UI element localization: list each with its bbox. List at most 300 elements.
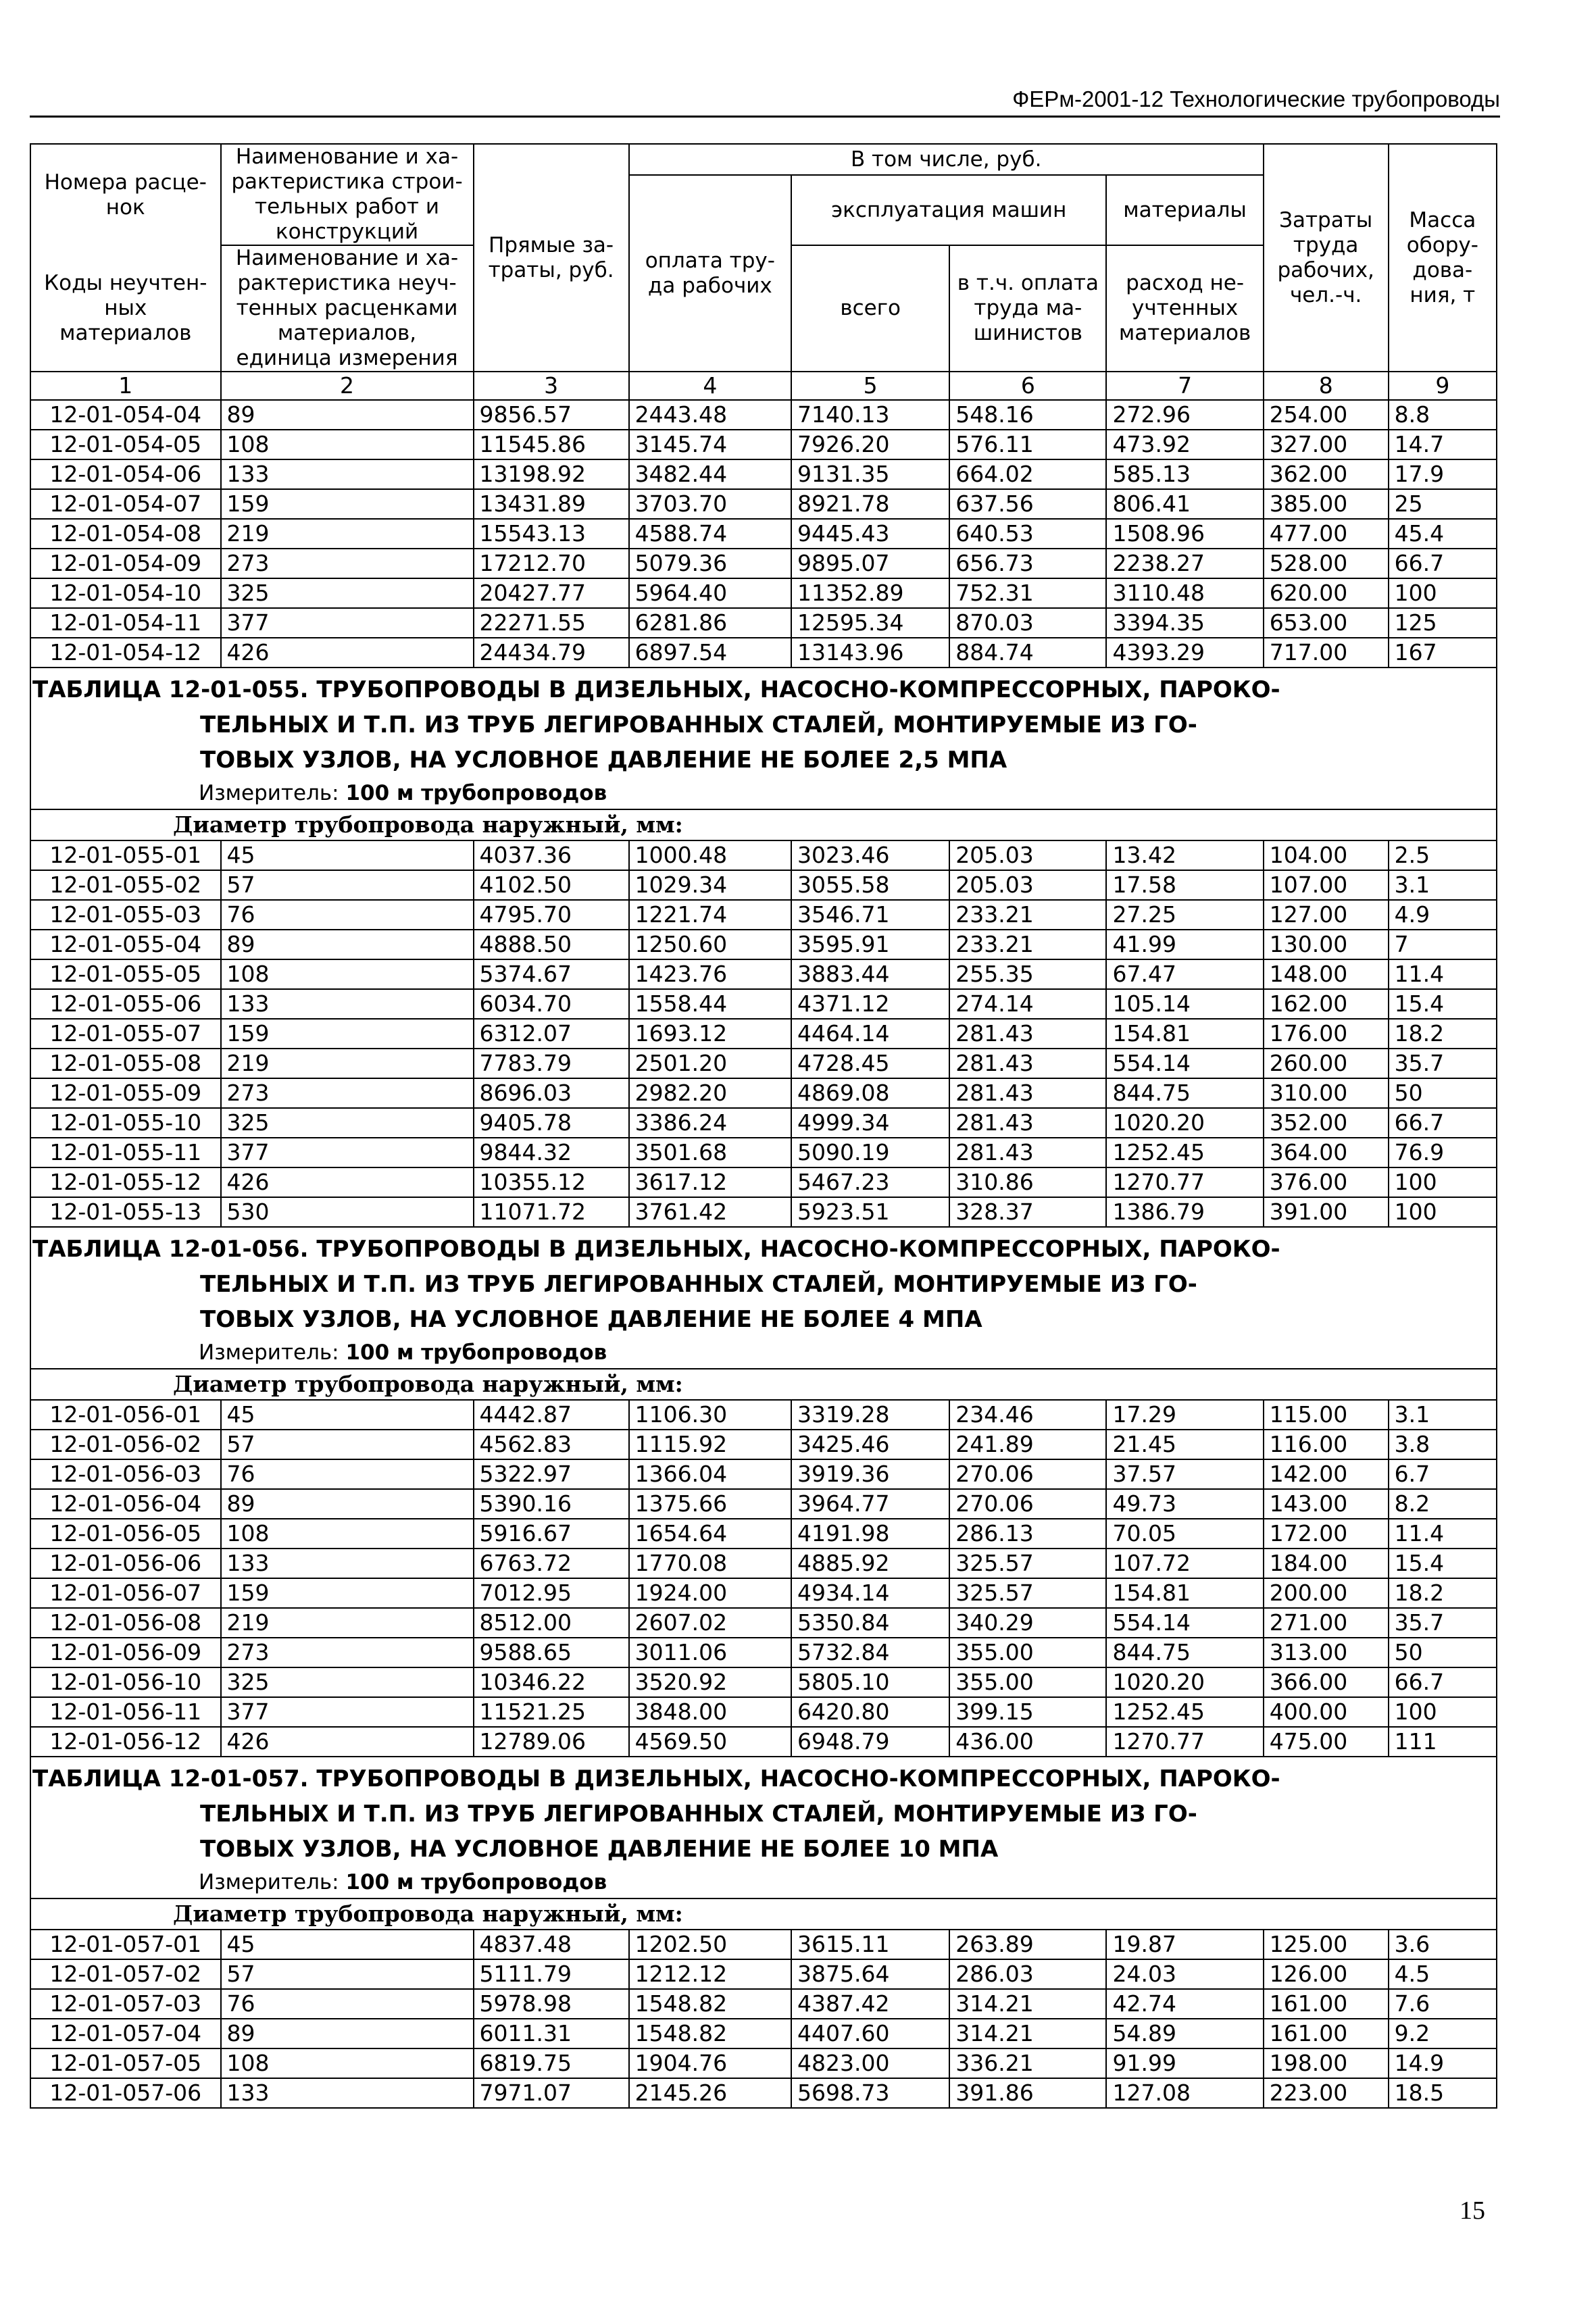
table-cell: 328.37 bbox=[949, 1197, 1106, 1227]
header-material-codes: Коды неучтен- ных материалов bbox=[30, 245, 221, 372]
table-cell: 15.4 bbox=[1389, 1549, 1497, 1578]
table-row bbox=[30, 459, 1497, 489]
table-cell: 91.99 bbox=[1106, 2048, 1263, 2078]
table-cell: 1770.08 bbox=[629, 1549, 791, 1578]
diameter-label: Диаметр трубопровода наружный, мм: bbox=[173, 1371, 683, 1397]
table-cell: 3023.46 bbox=[791, 840, 949, 870]
table-cell: 133 bbox=[221, 989, 474, 1019]
table-cell: 4795.70 bbox=[474, 900, 629, 930]
table-row bbox=[30, 1578, 1497, 1608]
table-cell: 133 bbox=[221, 2078, 474, 2108]
table-cell: 12-01-056-01 bbox=[30, 1400, 221, 1430]
section-title-row bbox=[30, 668, 1497, 809]
table-cell: 1508.96 bbox=[1106, 519, 1263, 549]
table-row bbox=[30, 1078, 1497, 1108]
table-row bbox=[30, 1138, 1497, 1167]
table-cell: 4037.36 bbox=[474, 840, 629, 870]
table-cell: 1375.66 bbox=[629, 1489, 791, 1519]
table-cell: 281.43 bbox=[949, 1049, 1106, 1078]
table-cell: 576.11 bbox=[949, 430, 1106, 459]
table-cell: 1252.45 bbox=[1106, 1697, 1263, 1727]
table-row bbox=[30, 1608, 1497, 1638]
header-in-total: В том числе, руб. bbox=[629, 144, 1264, 175]
table-cell: 37.57 bbox=[1106, 1459, 1263, 1489]
table-cell: 1270.77 bbox=[1106, 1167, 1263, 1197]
table-cell: 1548.82 bbox=[629, 2019, 791, 2048]
table-cell: 12-01-054-09 bbox=[30, 549, 221, 578]
header-mass: Масса обору- дова- ния, т bbox=[1389, 144, 1497, 372]
table-cell: 260.00 bbox=[1264, 1049, 1389, 1078]
table-cell: 4869.08 bbox=[791, 1078, 949, 1108]
column-number: 7 bbox=[1106, 372, 1263, 400]
table-cell: 1366.04 bbox=[629, 1459, 791, 1489]
table-cell: 12595.34 bbox=[791, 608, 949, 638]
meter-label: Измеритель: bbox=[199, 1340, 339, 1365]
table-cell: 24.03 bbox=[1106, 1959, 1263, 1989]
table-cell: 4934.14 bbox=[791, 1578, 949, 1608]
header-rule bbox=[30, 116, 1500, 118]
table-cell: 4562.83 bbox=[474, 1430, 629, 1459]
table-cell: 3703.70 bbox=[629, 489, 791, 519]
table-row bbox=[30, 400, 1497, 430]
section-meter bbox=[36, 1337, 1491, 1368]
table-cell: 8.2 bbox=[1389, 1489, 1497, 1519]
table-cell: 45.4 bbox=[1389, 519, 1497, 549]
table-cell: 108 bbox=[221, 959, 474, 989]
header-materials-unaccounted: расход не- учтенных материалов bbox=[1106, 245, 1263, 372]
table-cell: 17.58 bbox=[1106, 870, 1263, 900]
table-cell: 5079.36 bbox=[629, 549, 791, 578]
table-cell: 400.00 bbox=[1264, 1697, 1389, 1727]
table-cell: 752.31 bbox=[949, 578, 1106, 608]
table-cell: 50 bbox=[1389, 1638, 1497, 1667]
table-row bbox=[30, 1667, 1497, 1697]
table-cell: 219 bbox=[221, 519, 474, 549]
table-cell: 377 bbox=[221, 1697, 474, 1727]
table-row bbox=[30, 578, 1497, 608]
table-cell: 2501.20 bbox=[629, 1049, 791, 1078]
table-cell: 426 bbox=[221, 1727, 474, 1757]
table-cell: 5467.23 bbox=[791, 1167, 949, 1197]
table-row bbox=[30, 959, 1497, 989]
table-cell: 640.53 bbox=[949, 519, 1106, 549]
table-cell: 1000.48 bbox=[629, 840, 791, 870]
table-cell: 377 bbox=[221, 1138, 474, 1167]
table-cell: 219 bbox=[221, 1608, 474, 1638]
table-cell: 3761.42 bbox=[629, 1197, 791, 1227]
table-cell: 436.00 bbox=[949, 1727, 1106, 1757]
table-cell: 528.00 bbox=[1264, 549, 1389, 578]
table-cell: 274.14 bbox=[949, 989, 1106, 1019]
header-direct-costs: Прямые за- траты, руб. bbox=[474, 144, 629, 372]
table-cell: 366.00 bbox=[1264, 1667, 1389, 1697]
table-cell: 364.00 bbox=[1264, 1138, 1389, 1167]
section-title-cell bbox=[30, 668, 1497, 809]
table-cell: 223.00 bbox=[1264, 2078, 1389, 2108]
column-number: 2 bbox=[221, 372, 474, 400]
table-cell: 1558.44 bbox=[629, 989, 791, 1019]
table-cell: 281.43 bbox=[949, 1138, 1106, 1167]
table-cell: 327.00 bbox=[1264, 430, 1389, 459]
table-cell: 1020.20 bbox=[1106, 1108, 1263, 1138]
table-cell: 12-01-055-08 bbox=[30, 1049, 221, 1078]
table-cell: 2145.26 bbox=[629, 2078, 791, 2108]
table-row bbox=[30, 1727, 1497, 1757]
table-cell: 5090.19 bbox=[791, 1138, 949, 1167]
table-cell: 3848.00 bbox=[629, 1697, 791, 1727]
table-cell: 8921.78 bbox=[791, 489, 949, 519]
table-cell: 313.00 bbox=[1264, 1638, 1389, 1667]
section-title-line: ТАБЛИЦА 12-01-055. ТРУБОПРОВОДЫ В ДИЗЕЛЬНЫХ, НАСОСНО-КОМПРЕССОРНЫХ, ПАРОКО- bbox=[32, 676, 1280, 703]
table-row bbox=[30, 1197, 1497, 1227]
table-cell: 12-01-054-11 bbox=[30, 608, 221, 638]
table-cell: 100 bbox=[1389, 1167, 1497, 1197]
table-cell: 3501.68 bbox=[629, 1138, 791, 1167]
table-cell: 1212.12 bbox=[629, 1959, 791, 1989]
table-cell: 4387.42 bbox=[791, 1989, 949, 2019]
table-row bbox=[30, 1019, 1497, 1049]
column-number: 3 bbox=[474, 372, 629, 400]
table-cell: 4588.74 bbox=[629, 519, 791, 549]
table-cell: 620.00 bbox=[1264, 578, 1389, 608]
table-row bbox=[30, 2048, 1497, 2078]
table-cell: 340.29 bbox=[949, 1608, 1106, 1638]
table-cell: 45 bbox=[221, 840, 474, 870]
table-cell: 3520.92 bbox=[629, 1667, 791, 1697]
table-cell: 100 bbox=[1389, 1697, 1497, 1727]
table-cell: 76.9 bbox=[1389, 1138, 1497, 1167]
table-cell: 272.96 bbox=[1106, 400, 1263, 430]
table-cell: 159 bbox=[221, 1578, 474, 1608]
table-cell: 219 bbox=[221, 1049, 474, 1078]
table-cell: 127.08 bbox=[1106, 2078, 1263, 2108]
table-cell: 6420.80 bbox=[791, 1697, 949, 1727]
table-cell: 116.00 bbox=[1264, 1430, 1389, 1459]
table-cell: 19.87 bbox=[1106, 1930, 1263, 1959]
table-cell: 6897.54 bbox=[629, 638, 791, 668]
table-cell: 198.00 bbox=[1264, 2048, 1389, 2078]
header-material-description: Наименование и ха- рактеристика неуч- тенных расценками материалов, единица измерения bbox=[221, 245, 474, 372]
table-cell: 12-01-055-13 bbox=[30, 1197, 221, 1227]
table-row bbox=[30, 489, 1497, 519]
diameter-cell bbox=[30, 1369, 1497, 1400]
table-cell: 6281.86 bbox=[629, 608, 791, 638]
diameter-row bbox=[30, 809, 1497, 840]
table-cell: 3595.91 bbox=[791, 930, 949, 959]
table-cell: 273 bbox=[221, 549, 474, 578]
table-cell: 125 bbox=[1389, 608, 1497, 638]
table-cell: 11.4 bbox=[1389, 959, 1497, 989]
table-cell: 1252.45 bbox=[1106, 1138, 1263, 1167]
table-cell: 12-01-055-02 bbox=[30, 870, 221, 900]
table-cell: 2.5 bbox=[1389, 840, 1497, 870]
table-cell: 24434.79 bbox=[474, 638, 629, 668]
table-row bbox=[30, 1959, 1497, 1989]
table-cell: 159 bbox=[221, 1019, 474, 1049]
table-cell: 105.14 bbox=[1106, 989, 1263, 1019]
table-cell: 18.2 bbox=[1389, 1578, 1497, 1608]
table-cell: 18.5 bbox=[1389, 2078, 1497, 2108]
table-cell: 376.00 bbox=[1264, 1167, 1389, 1197]
table-cell: 2982.20 bbox=[629, 1078, 791, 1108]
table-cell: 7.6 bbox=[1389, 1989, 1497, 2019]
table-cell: 12-01-056-03 bbox=[30, 1459, 221, 1489]
table-cell: 9445.43 bbox=[791, 519, 949, 549]
table-cell: 148.00 bbox=[1264, 959, 1389, 989]
section-title-cell bbox=[30, 1227, 1497, 1369]
table-cell: 9844.32 bbox=[474, 1138, 629, 1167]
table-cell: 3.1 bbox=[1389, 1400, 1497, 1430]
table-cell: 45 bbox=[221, 1930, 474, 1959]
table-cell: 6.7 bbox=[1389, 1459, 1497, 1489]
table-cell: 1221.74 bbox=[629, 900, 791, 930]
table-cell: 844.75 bbox=[1106, 1078, 1263, 1108]
table-row bbox=[30, 1519, 1497, 1549]
table-cell: 5390.16 bbox=[474, 1489, 629, 1519]
section-title-cell bbox=[30, 1757, 1497, 1898]
meter-label: Измеритель: bbox=[199, 1870, 339, 1894]
table-cell: 7 bbox=[1389, 930, 1497, 959]
table-cell: 130.00 bbox=[1264, 930, 1389, 959]
table-cell: 3919.36 bbox=[791, 1459, 949, 1489]
table-cell: 286.03 bbox=[949, 1959, 1106, 1989]
table-cell: 12-01-057-02 bbox=[30, 1959, 221, 1989]
table-cell: 554.14 bbox=[1106, 1608, 1263, 1638]
table-cell: 66.7 bbox=[1389, 1667, 1497, 1697]
table-cell: 4999.34 bbox=[791, 1108, 949, 1138]
table-cell: 11.4 bbox=[1389, 1519, 1497, 1549]
table-cell: 125.00 bbox=[1264, 1930, 1389, 1959]
section-title-line: ТЕЛЬНЫХ И Т.П. ИЗ ТРУБ ЛЕГИРОВАННЫХ СТАЛЕЙ, МОНТИРУЕМЫЕ ИЗ ГО- bbox=[200, 1271, 1197, 1298]
diameter-label: Диаметр трубопровода наружный, мм: bbox=[173, 811, 683, 838]
table-header bbox=[30, 144, 1497, 372]
table-cell: 1115.92 bbox=[629, 1430, 791, 1459]
table-cell: 8512.00 bbox=[474, 1608, 629, 1638]
meter-value: 100 м трубопроводов bbox=[345, 781, 607, 805]
price-table bbox=[30, 143, 1497, 2109]
table-cell: 355.00 bbox=[949, 1667, 1106, 1697]
table-cell: 884.74 bbox=[949, 638, 1106, 668]
diameter-cell bbox=[30, 809, 1497, 840]
table-cell: 2443.48 bbox=[629, 400, 791, 430]
table-cell: 5374.67 bbox=[474, 959, 629, 989]
table-cell: 12-01-056-11 bbox=[30, 1697, 221, 1727]
table-cell: 18.2 bbox=[1389, 1019, 1497, 1049]
table-cell: 76 bbox=[221, 900, 474, 930]
table-cell: 25 bbox=[1389, 489, 1497, 519]
table-cell: 806.41 bbox=[1106, 489, 1263, 519]
table-row bbox=[30, 870, 1497, 900]
table-cell: 3.6 bbox=[1389, 1930, 1497, 1959]
section-title bbox=[32, 672, 1491, 778]
table-cell: 1548.82 bbox=[629, 1989, 791, 2019]
header-work-description: Наименование и ха- рактеристика строи- тельных работ и конструкций bbox=[221, 144, 474, 245]
meter-label: Измеритель: bbox=[199, 781, 339, 805]
table-cell: 54.89 bbox=[1106, 2019, 1263, 2048]
table-cell: 4569.50 bbox=[629, 1727, 791, 1757]
table-cell: 14.7 bbox=[1389, 430, 1497, 459]
table-cell: 4393.29 bbox=[1106, 638, 1263, 668]
table-cell: 273 bbox=[221, 1638, 474, 1667]
table-cell: 12-01-055-11 bbox=[30, 1138, 221, 1167]
table-cell: 142.00 bbox=[1264, 1459, 1389, 1489]
section-title bbox=[32, 1232, 1491, 1337]
table-cell: 100 bbox=[1389, 578, 1497, 608]
table-cell: 76 bbox=[221, 1459, 474, 1489]
table-cell: 49.73 bbox=[1106, 1489, 1263, 1519]
table-cell: 270.06 bbox=[949, 1459, 1106, 1489]
table-row bbox=[30, 519, 1497, 549]
table-cell: 5732.84 bbox=[791, 1638, 949, 1667]
table-cell: 57 bbox=[221, 1430, 474, 1459]
header-rate-numbers: Номера расце- нок bbox=[30, 144, 221, 245]
table-cell: 12-01-057-01 bbox=[30, 1930, 221, 1959]
table-cell: 159 bbox=[221, 489, 474, 519]
table-cell: 66.7 bbox=[1389, 1108, 1497, 1138]
table-cell: 12-01-055-07 bbox=[30, 1019, 221, 1049]
table-cell: 844.75 bbox=[1106, 1638, 1263, 1667]
table-row bbox=[30, 430, 1497, 459]
table-cell: 7012.95 bbox=[474, 1578, 629, 1608]
table-cell: 12-01-056-02 bbox=[30, 1430, 221, 1459]
table-row bbox=[30, 1430, 1497, 1459]
table-cell: 12-01-056-07 bbox=[30, 1578, 221, 1608]
table-cell: 11545.86 bbox=[474, 430, 629, 459]
table-cell: 3482.44 bbox=[629, 459, 791, 489]
table-row bbox=[30, 1049, 1497, 1078]
table-cell: 3145.74 bbox=[629, 430, 791, 459]
table-cell: 4464.14 bbox=[791, 1019, 949, 1049]
table-cell: 11071.72 bbox=[474, 1197, 629, 1227]
table-cell: 3011.06 bbox=[629, 1638, 791, 1667]
table-cell: 4371.12 bbox=[791, 989, 949, 1019]
table-cell: 1924.00 bbox=[629, 1578, 791, 1608]
table-row bbox=[30, 989, 1497, 1019]
table-cell: 57 bbox=[221, 1959, 474, 1989]
table-cell: 3055.58 bbox=[791, 870, 949, 900]
table-cell: 9588.65 bbox=[474, 1638, 629, 1667]
table-cell: 281.43 bbox=[949, 1108, 1106, 1138]
table-cell: 12-01-055-04 bbox=[30, 930, 221, 959]
meter-value: 100 м трубопроводов bbox=[345, 1870, 607, 1894]
section-title-line: ТОВЫХ УЗЛОВ, НА УСЛОВНОЕ ДАВЛЕНИЕ НЕ БОЛЕЕ 10 МПА bbox=[200, 1836, 999, 1863]
table-cell: 12-01-056-12 bbox=[30, 1727, 221, 1757]
table-cell: 310.86 bbox=[949, 1167, 1106, 1197]
table-cell: 336.21 bbox=[949, 2048, 1106, 2078]
table-cell: 391.86 bbox=[949, 2078, 1106, 2108]
table-cell: 325.57 bbox=[949, 1549, 1106, 1578]
table-row bbox=[30, 1638, 1497, 1667]
table-cell: 89 bbox=[221, 2019, 474, 2048]
table-cell: 12-01-056-04 bbox=[30, 1489, 221, 1519]
table-cell: 4442.87 bbox=[474, 1400, 629, 1430]
table-cell: 653.00 bbox=[1264, 608, 1389, 638]
table-cell: 3883.44 bbox=[791, 959, 949, 989]
table-cell: 76 bbox=[221, 1989, 474, 2019]
section-meter bbox=[36, 778, 1491, 809]
table-cell: 5805.10 bbox=[791, 1667, 949, 1697]
table-row bbox=[30, 900, 1497, 930]
header-machines-total: всего bbox=[791, 245, 949, 372]
table-cell: 167 bbox=[1389, 638, 1497, 668]
table-cell: 162.00 bbox=[1264, 989, 1389, 1019]
table-cell: 5964.40 bbox=[629, 578, 791, 608]
table-cell: 12-01-055-03 bbox=[30, 900, 221, 930]
table-cell: 4407.60 bbox=[791, 2019, 949, 2048]
table-cell: 133 bbox=[221, 459, 474, 489]
table-cell: 13198.92 bbox=[474, 459, 629, 489]
table-cell: 6819.75 bbox=[474, 2048, 629, 2078]
page-header: ФЕРм-2001-12 Технологические трубопроводы bbox=[1012, 86, 1500, 111]
table-row bbox=[30, 1989, 1497, 2019]
table-cell: 3.1 bbox=[1389, 870, 1497, 900]
section-title-line: ТОВЫХ УЗЛОВ, НА УСЛОВНОЕ ДАВЛЕНИЕ НЕ БОЛЕЕ 2,5 МПА bbox=[200, 747, 1007, 774]
table-cell: 8.8 bbox=[1389, 400, 1497, 430]
table-row bbox=[30, 2078, 1497, 2108]
table-cell: 3110.48 bbox=[1106, 578, 1263, 608]
table-cell: 7971.07 bbox=[474, 2078, 629, 2108]
table-cell: 126.00 bbox=[1264, 1959, 1389, 1989]
table-cell: 172.00 bbox=[1264, 1519, 1389, 1549]
table-cell: 5698.73 bbox=[791, 2078, 949, 2108]
table-cell: 45 bbox=[221, 1400, 474, 1430]
table-row bbox=[30, 930, 1497, 959]
table-cell: 66.7 bbox=[1389, 549, 1497, 578]
table-cell: 355.00 bbox=[949, 1638, 1106, 1667]
table-cell: 12-01-057-04 bbox=[30, 2019, 221, 2048]
table-cell: 5923.51 bbox=[791, 1197, 949, 1227]
section-title-line: ТАБЛИЦА 12-01-057. ТРУБОПРОВОДЫ В ДИЗЕЛЬНЫХ, НАСОСНО-КОМПРЕССОРНЫХ, ПАРОКО- bbox=[32, 1765, 1280, 1792]
table-cell: 41.99 bbox=[1106, 930, 1263, 959]
table-cell: 254.00 bbox=[1264, 400, 1389, 430]
table-cell: 2607.02 bbox=[629, 1608, 791, 1638]
table-cell: 1202.50 bbox=[629, 1930, 791, 1959]
meter-value: 100 м трубопроводов bbox=[345, 1340, 607, 1365]
column-number: 9 bbox=[1389, 372, 1497, 400]
table-cell: 554.14 bbox=[1106, 1049, 1263, 1078]
table-cell: 3.8 bbox=[1389, 1430, 1497, 1459]
table-cell: 154.81 bbox=[1106, 1019, 1263, 1049]
table-cell: 133 bbox=[221, 1549, 474, 1578]
table-cell: 12-01-055-12 bbox=[30, 1167, 221, 1197]
table-cell: 399.15 bbox=[949, 1697, 1106, 1727]
header-machines: эксплуатация машин bbox=[791, 175, 1106, 245]
table-cell: 385.00 bbox=[1264, 489, 1389, 519]
table-cell: 4728.45 bbox=[791, 1049, 949, 1078]
table-cell: 2238.27 bbox=[1106, 549, 1263, 578]
column-number: 6 bbox=[949, 372, 1106, 400]
table-cell: 70.05 bbox=[1106, 1519, 1263, 1549]
table-cell: 12-01-056-05 bbox=[30, 1519, 221, 1549]
table-cell: 870.03 bbox=[949, 608, 1106, 638]
header-labor-pay: оплата тру- да рабочих bbox=[629, 175, 791, 372]
table-cell: 89 bbox=[221, 1489, 474, 1519]
table-cell: 12-01-054-07 bbox=[30, 489, 221, 519]
table-cell: 325 bbox=[221, 1667, 474, 1697]
table-cell: 325 bbox=[221, 1108, 474, 1138]
table-cell: 548.16 bbox=[949, 400, 1106, 430]
table-cell: 3546.71 bbox=[791, 900, 949, 930]
table-cell: 161.00 bbox=[1264, 1989, 1389, 2019]
table-cell: 7140.13 bbox=[791, 400, 949, 430]
diameter-cell bbox=[30, 1898, 1497, 1930]
table-cell: 314.21 bbox=[949, 2019, 1106, 2048]
table-cell: 4.9 bbox=[1389, 900, 1497, 930]
table-cell: 1106.30 bbox=[629, 1400, 791, 1430]
table-cell: 200.00 bbox=[1264, 1578, 1389, 1608]
table-cell: 12-01-055-01 bbox=[30, 840, 221, 870]
table-cell: 20427.77 bbox=[474, 578, 629, 608]
